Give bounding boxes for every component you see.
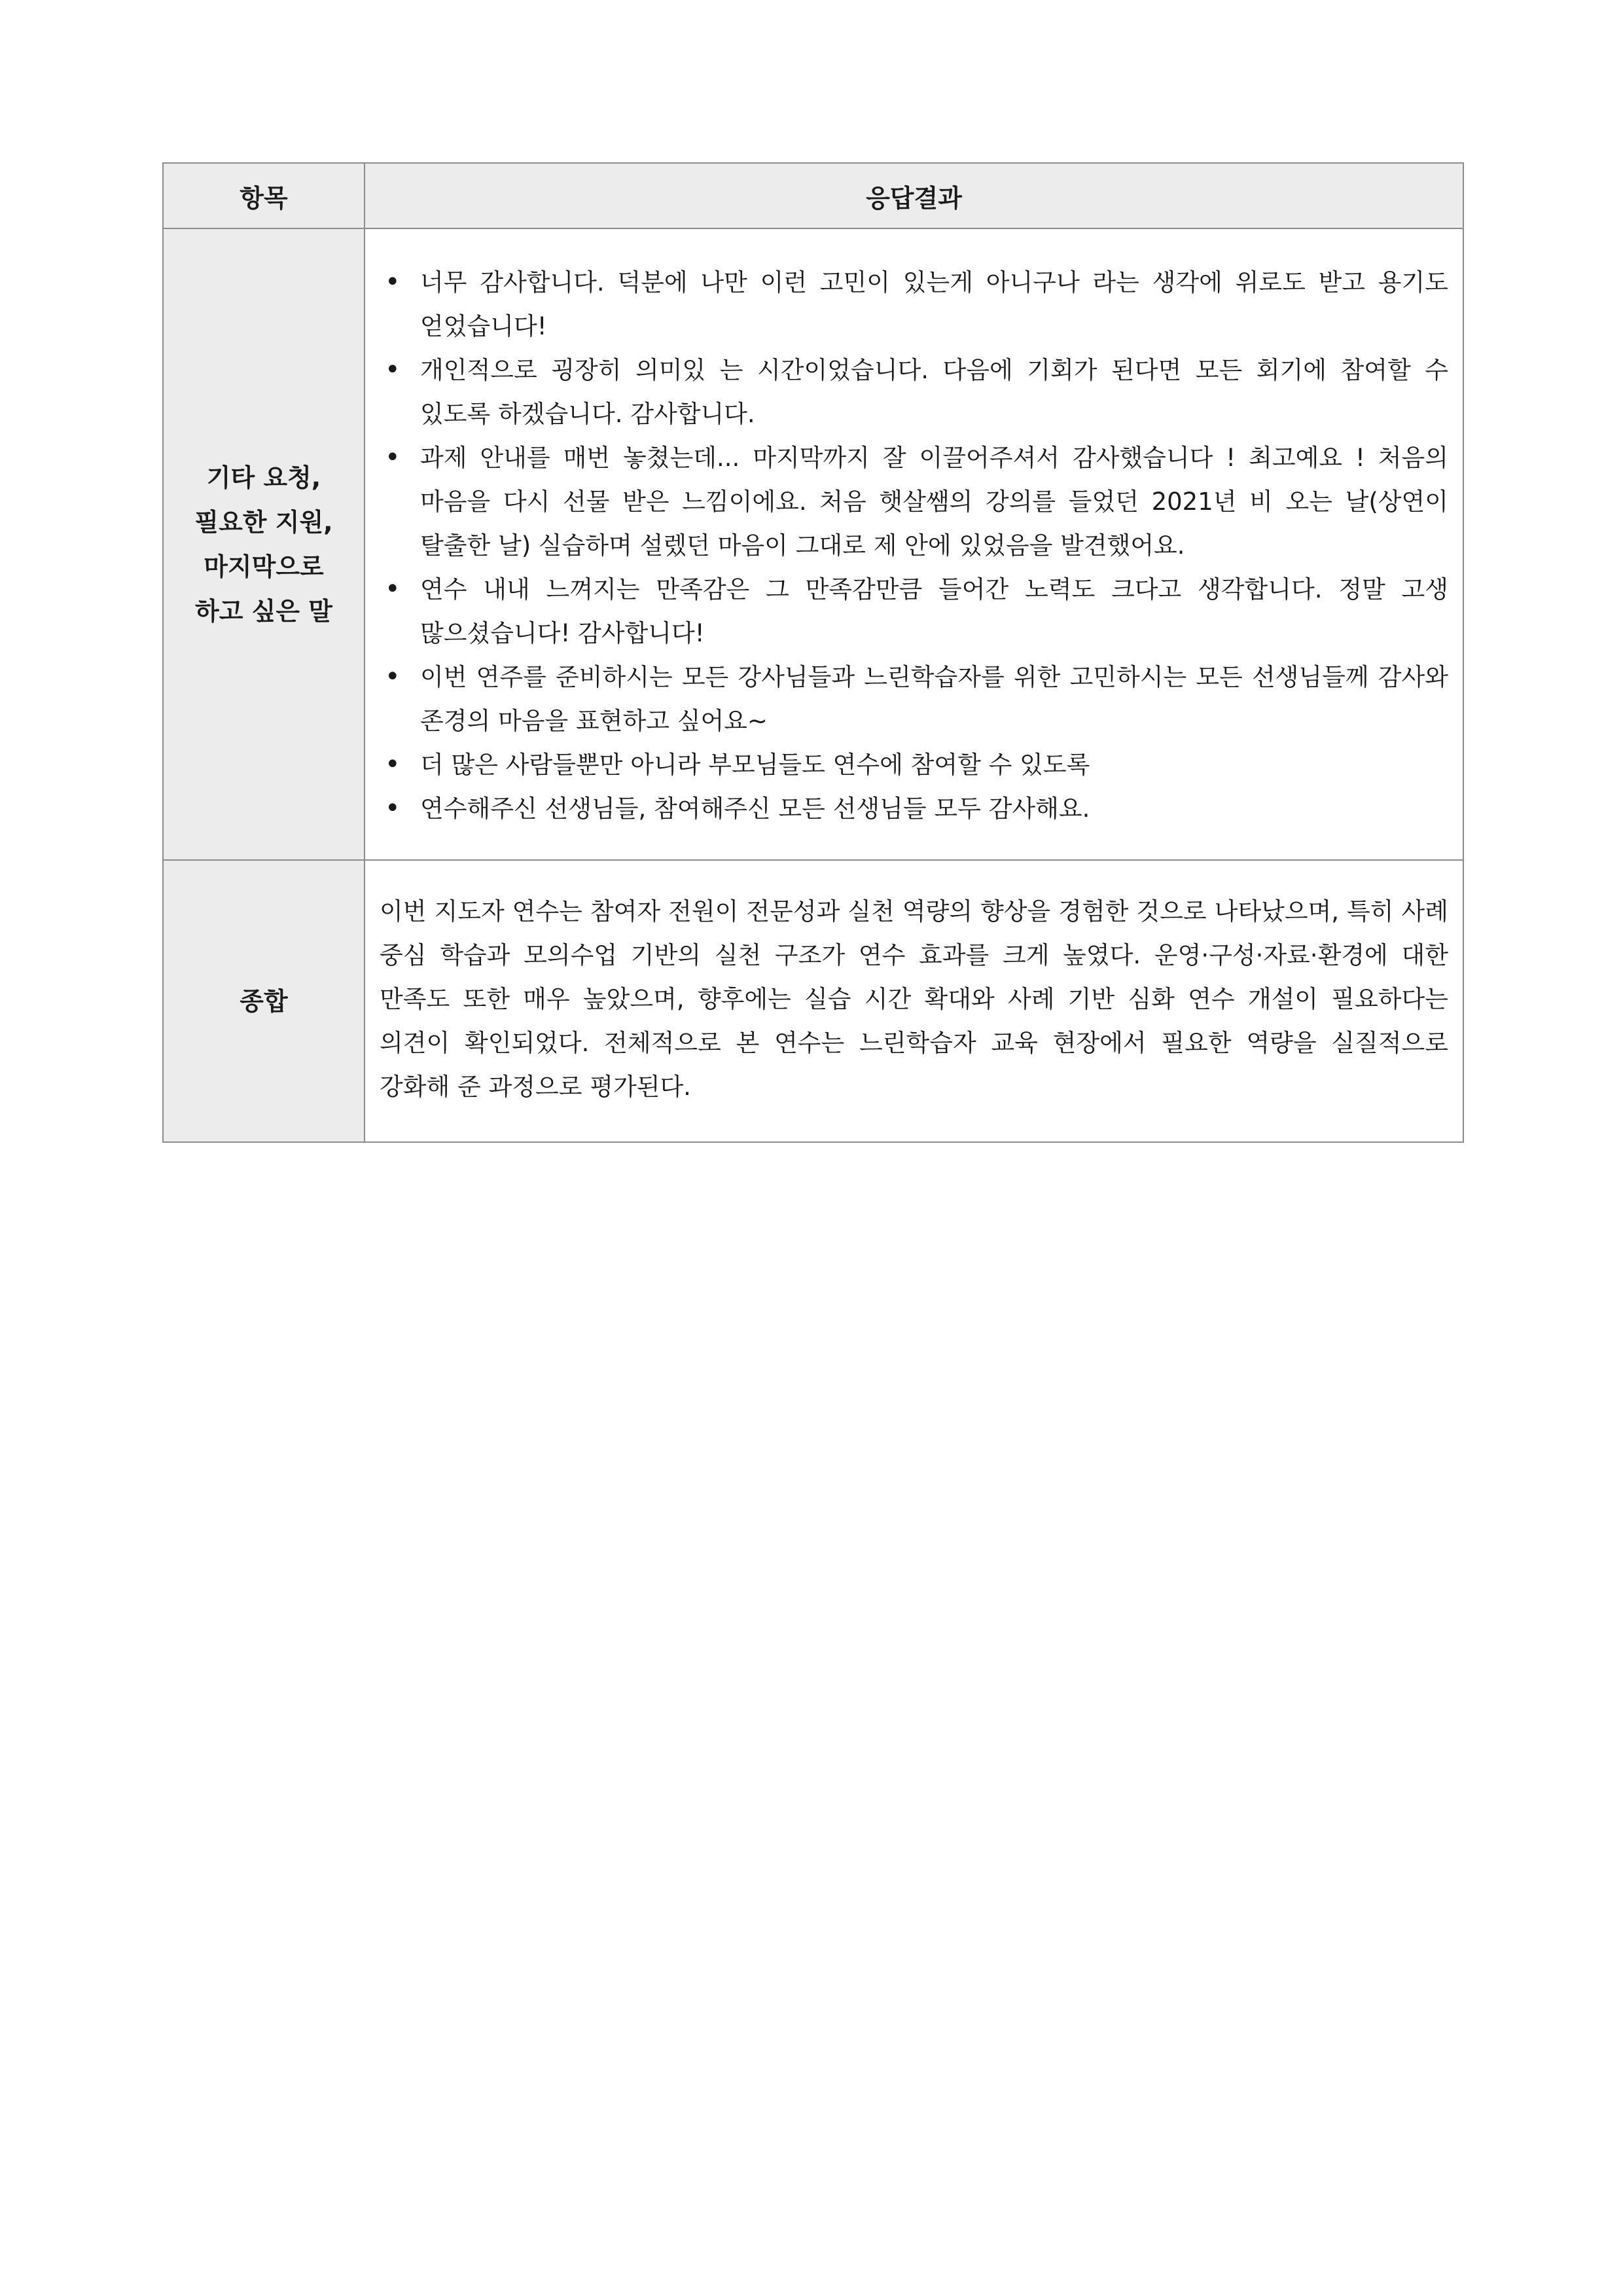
response-text: 더 많은 사람들뿐만 아니라 부모님들도 연수에 참여할 수 있도록 xyxy=(420,751,1090,779)
response-item xyxy=(377,655,1448,743)
response-item xyxy=(377,743,1448,787)
response-item xyxy=(377,348,1448,436)
item-label-line: 하고 싶은 말 xyxy=(195,596,332,626)
bullet-icon: • xyxy=(385,442,401,473)
item-cell-requests xyxy=(163,228,365,860)
survey-result-table xyxy=(162,162,1464,1143)
response-item xyxy=(377,260,1448,348)
item-label-line: 기타 요청, xyxy=(206,463,321,492)
response-text: 이번 연주를 준비하시는 모든 강사님들과 느린학습자를 위한 고민하시는 모든 선생님들께 감사와 존경의 마음을 표현하고 싶어요~ xyxy=(420,663,1448,735)
item-label-line: 마지막으로 xyxy=(204,552,324,581)
response-text: 연수 내내 느껴지는 만족감은 그 만족감만큼 들어간 노력도 크다고 생각합니다. 정말 고생 많으셨습니다! 감사합니다! xyxy=(420,575,1448,647)
response-item xyxy=(377,567,1448,655)
header-result: 응답결과 xyxy=(365,163,1463,228)
result-cell-summary xyxy=(365,860,1463,1142)
bullet-icon: • xyxy=(385,574,401,604)
response-text: 연수해주신 선생님들, 참여해주신 모든 선생님들 모두 감사해요. xyxy=(420,795,1090,823)
bullet-icon: • xyxy=(385,662,401,692)
table-header-row xyxy=(163,163,1463,228)
table-row-summary xyxy=(163,860,1463,1142)
response-text: 과제 안내를 매번 놓쳤는데... 마지막까지 잘 이끌어주셔서 감사했습니다 ! 최고예요 ! 처음의 마음을 다시 선물 받은 느낌이에요. 처음 햇살쌤의 강의를 들었던 2021년 비 오는 날(상연이 탈출한 날) 실습하며 설렜던 마음이 그대로 제 안에 있었음을 발견했어요. xyxy=(420,444,1448,560)
bullet-icon: • xyxy=(385,793,401,823)
response-text: 너무 감사합니다. 덕분에 나만 이런 고민이 있는게 아니구나 라는 생각에 위로도 받고 용기도 얻었습니다! xyxy=(420,268,1448,340)
response-item xyxy=(377,436,1448,567)
response-text: 개인적으로 굉장히 의미있 는 시간이었습니다. 다음에 기회가 된다면 모든 회기에 참여할 수 있도록 하겠습니다. 감사합니다. xyxy=(420,356,1448,428)
table-row-requests xyxy=(163,228,1463,860)
bullet-icon: • xyxy=(385,267,401,297)
item-cell-summary xyxy=(163,860,365,1142)
response-item xyxy=(377,787,1448,831)
bullet-icon: • xyxy=(385,355,401,385)
summary-paragraph: 이번 지도자 연수는 참여자 전원이 전문성과 실천 역량의 향상을 경험한 것으로 나타났으며, 특히 사례 중심 학습과 모의수업 기반의 실천 구조가 연수 효과를 크게 높였다. 운영·구성·자료·환경에 대한 만족도 또한 매우 높았으며, 향후에는 실습 시간 확대와 사례 기반 심화 연수 개설이 필요하다는 의견이 확인되었다. 전체적으로 본 연수는 느린학습자 교육 현장에서 필요한 역량을 실질적으로 강화해 준 과정으로 평가된다. xyxy=(380,897,1448,1101)
bullet-icon: • xyxy=(385,749,401,780)
result-cell-requests xyxy=(365,228,1463,860)
header-item: 항목 xyxy=(163,163,365,228)
item-label-line: 필요한 지원, xyxy=(194,507,333,537)
item-label-line: 종합 xyxy=(240,986,288,1016)
response-list xyxy=(365,229,1463,859)
